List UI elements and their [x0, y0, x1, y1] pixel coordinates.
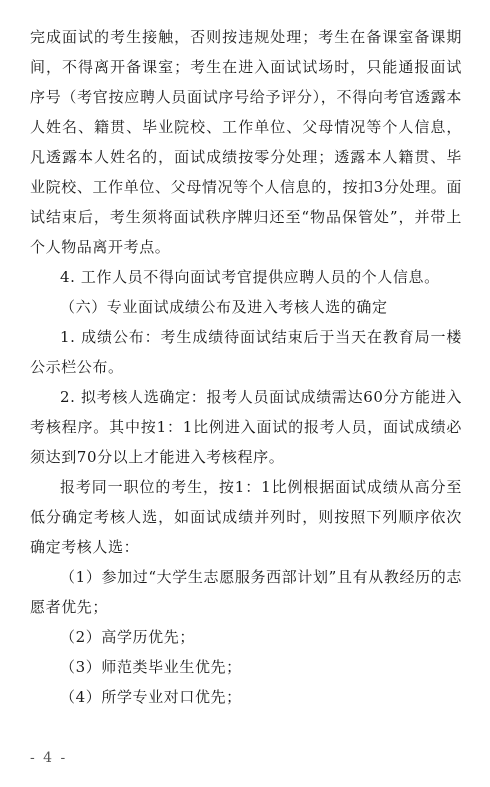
paragraph-staff-confidentiality: 4. 工作人员不得向面试考官提供应聘人员的个人信息。	[60, 268, 440, 286]
paragraph-candidate-determination: 2. 拟考核人选确定：报考人员面试成绩需达60分方能进入考核程序。其中按1：1比例进入面试的报考人员，面试成绩必须达到70分以上才能进入考核程序。	[30, 388, 462, 466]
list-item-volunteer-priority: （1）参加过“大学生志愿服务西部计划”且有从教经历的志愿者优先；	[30, 568, 462, 616]
list-item-major-match-priority: （4）所学专业对口优先；	[60, 688, 242, 706]
list-item-education-priority: （2）高学历优先；	[60, 628, 195, 646]
document-body	[30, 22, 462, 712]
paragraph-interview-rules-continued: 完成面试的考生接触，否则按违规处理；考生在备课室备课期间，不得离开备课室；考生在进入面试试场时，只能通报面试序号（考官按应聘人员面试序号给予评分），不得向考官透露本人姓名、籍贯、毕业院校、工作单位、父母情况等个人信息，凡透露本人姓名的，面试成绩按零分处理；透露本人籍贯、毕业院校、工作单位、父母情况等个人信息的，按扣3分处理。面试结束后，考生须将面试秩序牌归还至“物品保管处”，并带上个人物品离开考点。	[30, 28, 462, 256]
page-number: - 4 -	[30, 750, 68, 766]
section-heading-results-announcement: （六）专业面试成绩公布及进入考核人选的确定	[60, 298, 388, 316]
paragraph-results-publication: 1. 成绩公布：考生成绩待面试结束后于当天在教育局一楼公示栏公布。	[30, 328, 462, 376]
list-item-normal-school-priority: （3）师范类毕业生优先；	[60, 658, 242, 676]
paragraph-same-position-ranking: 报考同一职位的考生，按1：1比例根据面试成绩从高分至低分确定考核人选，如面试成绩并列时，则按照下列顺序依次确定考核人选：	[30, 478, 462, 556]
